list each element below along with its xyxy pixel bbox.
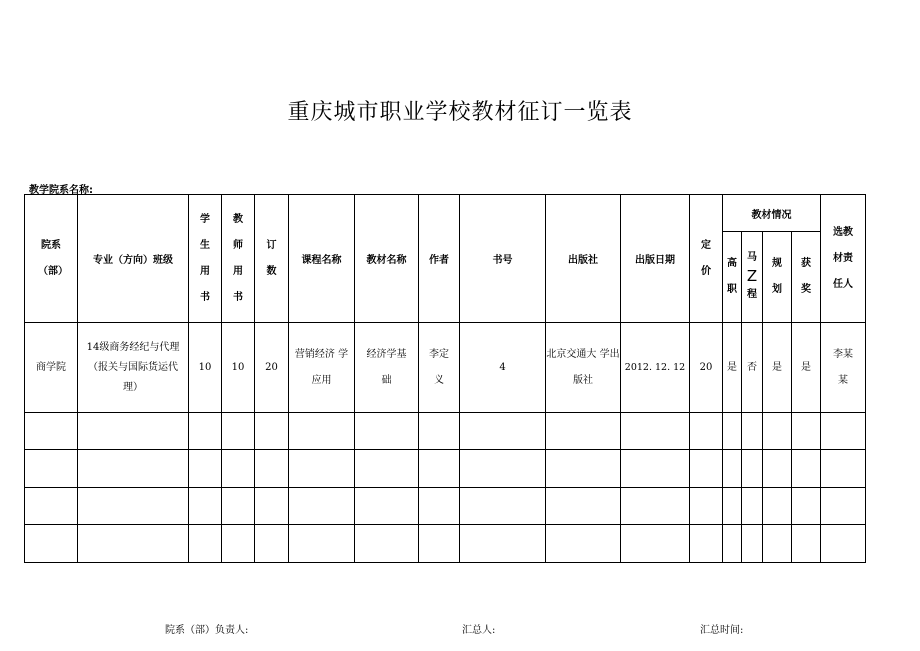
cell-huojiang: 是	[792, 323, 821, 413]
header-course: 课程名称	[289, 195, 355, 323]
header-price: 定价	[690, 195, 723, 323]
header-major: 专业（方向）班级	[78, 195, 189, 323]
header-author: 作者	[419, 195, 460, 323]
header-textbook: 教材名称	[355, 195, 419, 323]
table-row-empty	[25, 450, 866, 488]
cell-pub-date: 2012. 12. 12	[621, 323, 690, 413]
cell-order-qty: 20	[255, 323, 289, 413]
cell-author: 李定义	[419, 323, 460, 413]
header-student-books: 学生用书	[189, 195, 222, 323]
cell-selector: 李某某	[821, 323, 866, 413]
cell-student-books: 10	[189, 323, 222, 413]
header-teacher-books: 教师用书	[222, 195, 255, 323]
cell-course: 营销经济 学应用	[289, 323, 355, 413]
header-isbn: 书号	[460, 195, 546, 323]
cell-major: 14级商务经纪与代理（报关与国际货运代理）	[78, 323, 189, 413]
cell-price: 20	[690, 323, 723, 413]
header-order-qty: 订数	[255, 195, 289, 323]
header-mazhu: 马 Z 程	[742, 232, 763, 323]
cell-dept: 商学院	[25, 323, 78, 413]
cell-isbn: 4	[460, 323, 546, 413]
header-huojiang: 获奖	[792, 232, 821, 323]
cell-guihua: 是	[763, 323, 792, 413]
cell-mazhu: 否	[742, 323, 763, 413]
footer-dept-head: 院系（部）负责人:	[165, 625, 249, 636]
cell-teacher-books: 10	[222, 323, 255, 413]
header-pub-date: 出版日期	[621, 195, 690, 323]
cell-publisher: 北京交通大 学出版社	[546, 323, 621, 413]
table-row-empty	[25, 488, 866, 525]
cell-textbook: 经济学基础	[355, 323, 419, 413]
header-selector: 选教材责任人	[821, 195, 866, 323]
page-title: 重庆城市职业学校教材征订一览表	[287, 100, 633, 125]
cell-gaozhi: 是	[723, 323, 742, 413]
dept-name-label: 教学院系名称:	[29, 185, 93, 196]
footer-summary-time: 汇总时间:	[700, 625, 744, 636]
table-row-empty	[25, 525, 866, 563]
order-table	[24, 194, 866, 563]
header-guihua: 规划	[763, 232, 792, 323]
header-gaozhi: 高职	[723, 232, 742, 323]
header-publisher: 出版社	[546, 195, 621, 323]
footer-summarizer: 汇总人:	[462, 625, 496, 636]
table-row-empty	[25, 413, 866, 450]
table-row	[25, 323, 866, 413]
header-textbook-info: 教材情况	[723, 195, 821, 232]
header-dept: 院系（部）	[25, 195, 78, 323]
